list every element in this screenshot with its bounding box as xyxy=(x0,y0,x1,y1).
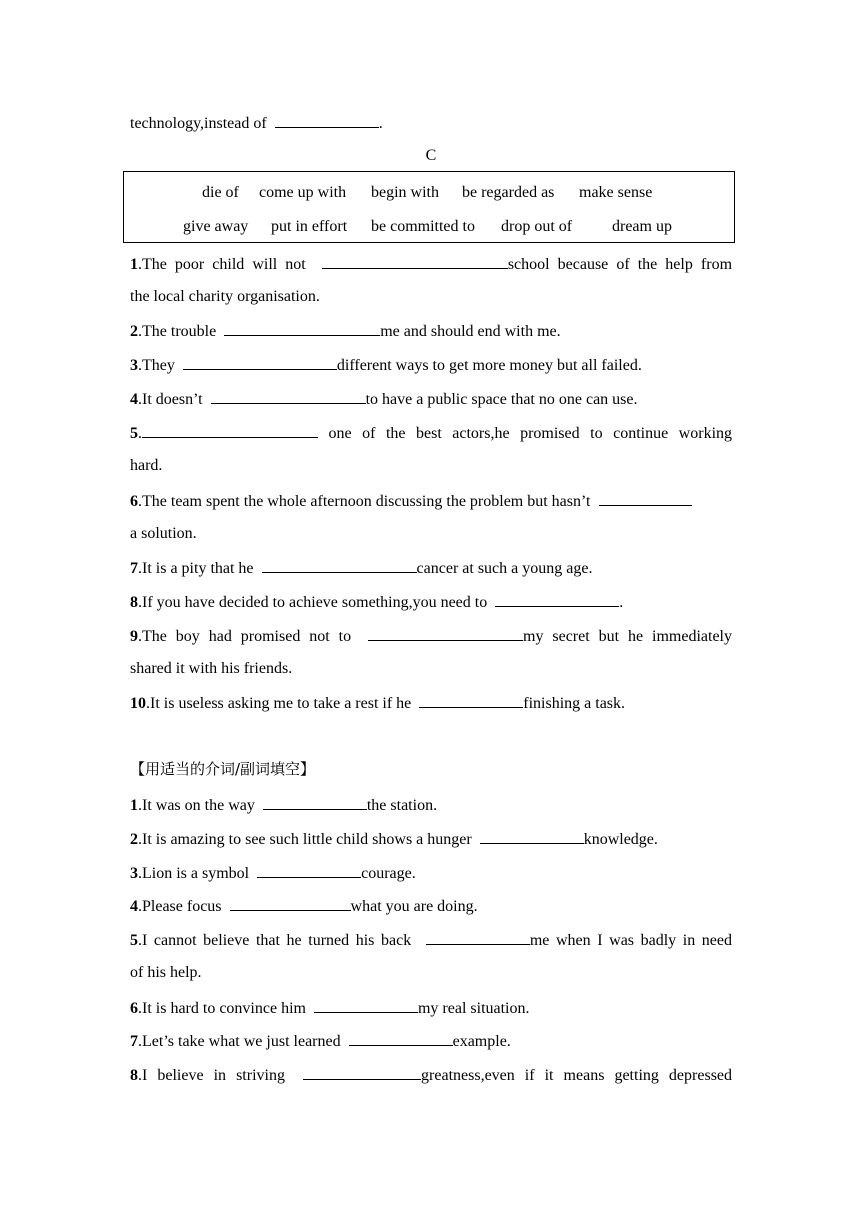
question-p-3: 3.Lion is a symbol courage. xyxy=(130,862,732,884)
answer-blank[interactable] xyxy=(349,1030,453,1046)
section-c-label: C xyxy=(425,147,437,164)
answer-blank[interactable] xyxy=(303,1064,421,1080)
question-c-2: 2.The trouble me and should end with me. xyxy=(130,320,732,342)
word-bank-item: come up with xyxy=(259,184,347,201)
word-bank-item: make sense xyxy=(579,184,653,201)
answer-blank[interactable] xyxy=(230,895,351,911)
question-p-5-cont: of his help. xyxy=(130,964,202,981)
word-bank-item: give away xyxy=(183,218,249,235)
question-c-1-cont: the local charity organisation. xyxy=(130,288,320,305)
question-c-5: 5. one of the best actors,he promised to continue working xyxy=(130,422,732,444)
answer-blank[interactable] xyxy=(211,388,366,404)
question-c-10: 10.It is useless asking me to take a rest if he finishing a task. xyxy=(130,692,732,714)
question-c-1: 1.The poor child will not school because of the help from xyxy=(130,253,732,275)
answer-blank[interactable] xyxy=(495,591,619,607)
word-bank-item: dream up xyxy=(612,218,672,235)
question-c-5-cont: hard. xyxy=(130,457,163,474)
question-p-5: 5.I cannot believe that he turned his back me when I was badly in need xyxy=(130,929,732,951)
question-c-8: 8.If you have decided to achieve something,you need to . xyxy=(130,591,732,613)
answer-blank[interactable] xyxy=(142,422,318,438)
top-line: technology,instead of . xyxy=(130,112,732,134)
question-c-9: 9.The boy had promised not to my secret but he immediately xyxy=(130,625,732,647)
answer-blank[interactable] xyxy=(419,692,523,708)
word-bank-item: be committed to xyxy=(371,218,475,235)
word-bank-item: be regarded as xyxy=(462,184,555,201)
answer-blank[interactable] xyxy=(480,828,584,844)
question-c-6-cont: a solution. xyxy=(130,525,197,542)
answer-blank[interactable] xyxy=(263,794,367,810)
answer-blank[interactable] xyxy=(368,625,523,641)
question-p-4: 4.Please focus what you are doing. xyxy=(130,895,732,917)
answer-blank[interactable] xyxy=(314,997,418,1013)
word-bank-item: begin with xyxy=(371,184,439,201)
word-bank-item: die of xyxy=(202,184,239,201)
question-c-7: 7.It is a pity that he cancer at such a young age. xyxy=(130,557,732,579)
word-bank-box xyxy=(123,171,735,243)
answer-blank[interactable] xyxy=(275,112,379,128)
answer-blank[interactable] xyxy=(322,253,508,269)
question-c-9-cont: shared it with his friends. xyxy=(130,660,293,677)
top-line-text: technology,instead of xyxy=(130,115,267,132)
question-p-7: 7.Let’s take what we just learned example. xyxy=(130,1030,732,1052)
answer-blank[interactable] xyxy=(183,354,337,370)
answer-blank[interactable] xyxy=(224,320,380,336)
answer-blank[interactable] xyxy=(426,929,530,945)
answer-blank[interactable] xyxy=(257,862,361,878)
section-prep-heading: 【用适当的介词/副词填空】 xyxy=(130,760,316,778)
word-bank-item: put in effort xyxy=(271,218,348,235)
question-p-8: 8.I believe in striving greatness,even if it means getting depressed xyxy=(130,1064,732,1086)
question-p-1: 1.It was on the way the station. xyxy=(130,794,732,816)
question-p-6: 6.It is hard to convince him my real situation. xyxy=(130,997,732,1019)
question-c-6: 6.The team spent the whole afternoon discussing the problem but hasn’t xyxy=(130,490,732,512)
answer-blank[interactable] xyxy=(599,490,692,506)
answer-blank[interactable] xyxy=(262,557,417,573)
question-c-4: 4.It doesn’t to have a public space that no one can use. xyxy=(130,388,732,410)
word-bank-item: drop out of xyxy=(501,218,573,235)
question-c-3: 3.They different ways to get more money but all failed. xyxy=(130,354,732,376)
question-p-2: 2.It is amazing to see such little child shows a hunger knowledge. xyxy=(130,828,732,850)
